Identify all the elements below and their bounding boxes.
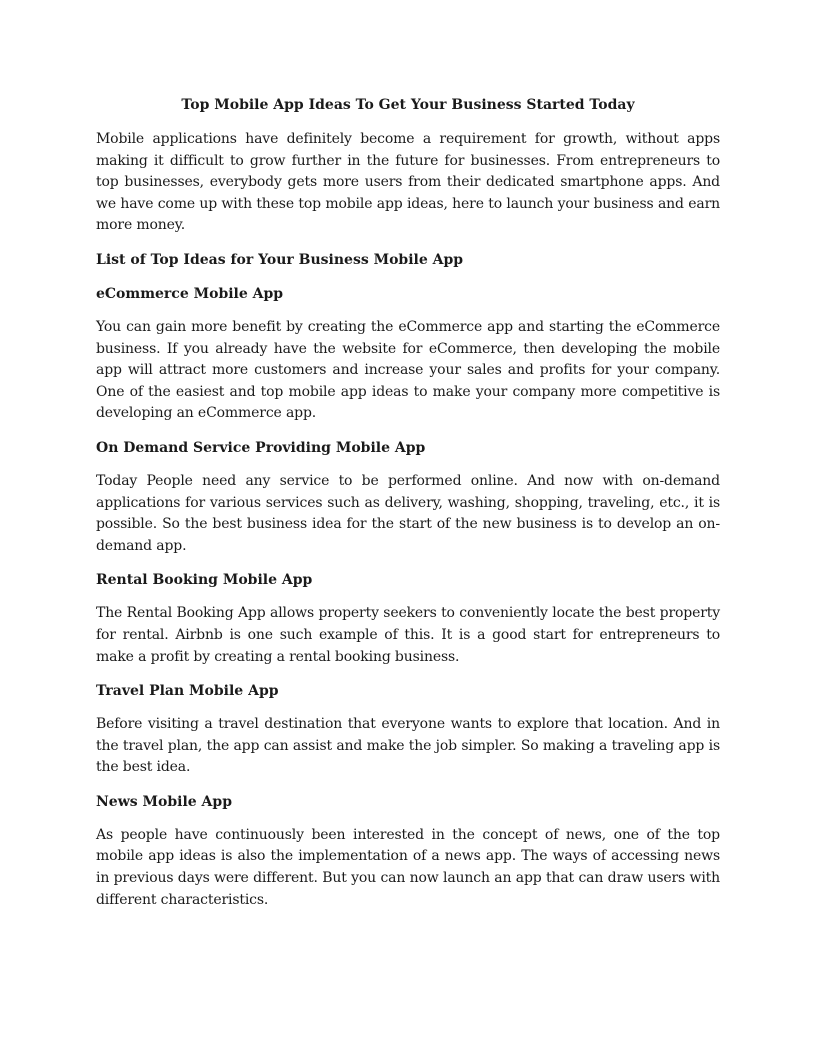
section-body-rental: The Rental Booking App allows property seekers to conveniently locate the best property for rental. Airbnb is one such example of this. It is a good start for entrepreneurs to make a profit by creating a rental booking business.	[96, 605, 720, 665]
section-heading-ecommerce: eCommerce Mobile App	[96, 285, 284, 302]
section-body-on-demand: Today People need any service to be performed online. And now with on-demand applications for various services such as delivery, washing, shopping, traveling, etc., it is possible. So the best business idea for the start of the new business is to develop an on-demand app.	[96, 472, 720, 554]
section-heading-news: News Mobile App	[96, 793, 232, 810]
section-heading-travel: Travel Plan Mobile App	[96, 683, 279, 700]
document-title: Top Mobile App Ideas To Get Your Business Started Today	[181, 97, 635, 113]
list-heading: List of Top Ideas for Your Business Mobile App	[96, 251, 464, 268]
intro-paragraph: Mobile applications have definitely become a requirement for growth, without apps making it difficult to grow further in the future for businesses. From entrepreneurs to top businesses, everybody gets more users from their dedicated smartphone apps. And we have come up with these top mobile app ideas, here to launch your business and earn more money.	[96, 131, 720, 234]
document-page	[96, 94, 720, 923]
section-body-ecommerce: You can gain more benefit by creating the eCommerce app and starting the eCommerce business. If you already have the website for eCommerce, then developing the mobile app will attract more customers and increase your sales and profits for your company. One of the easiest and top mobile app ideas to make your company more competitive is developing an eCommerce app.	[96, 318, 720, 422]
section-heading-on-demand: On Demand Service Providing Mobile App	[96, 439, 426, 456]
section-body-travel: Before visiting a travel destination that everyone wants to explore that location. And in the travel plan, the app can assist and make the job simpler. So making a traveling app is the best idea.	[96, 716, 720, 776]
section-body-news: As people have continuously been interested in the concept of news, one of the top mobile app ideas is also the implementation of a news app. The ways of accessing news in previous days were different. But you can now launch an app that can draw users with different characteristics.	[96, 826, 720, 908]
section-heading-rental: Rental Booking Mobile App	[96, 572, 313, 589]
